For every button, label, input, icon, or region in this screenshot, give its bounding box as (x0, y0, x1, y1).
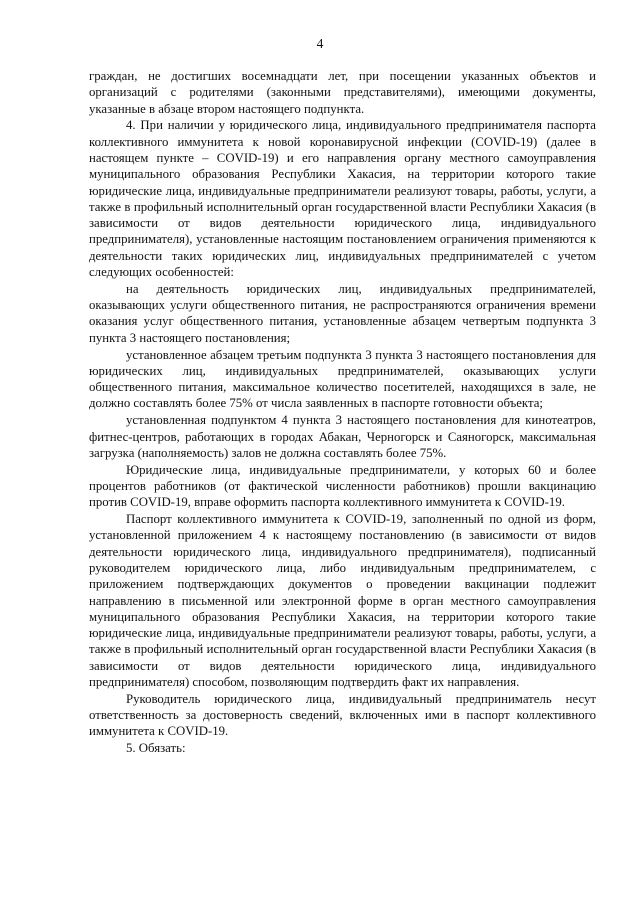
paragraph-item-4: 4. При наличии у юридического лица, индивидуального предпринимателя паспорта коллективного иммунитета к новой коронавирусной инфекции (COVID-19) (далее в настоящем пункте – COVID-19) и его направления органу местного самоуправления муниципального образования Республики Хакасия, на территории которого такие юридические лица, индивидуальные предприниматели реализуют товары, работы, услуги, а также в профильный исполнительный орган государственной власти Республики Хакасия (в зависимости от видов деятельности юридического лица, индивидуального предпринимателя), установленные настоящим постановлением ограничения применяются к деятельности таких юридических лиц, индивидуальных предпринимателей с учетом следующих особенностей: (89, 118, 596, 280)
paragraph-catering-capacity: установленное абзацем третьим подпункта 3 пункта 3 настоящего постановления для юридических лиц, индивидуальных предпринимателей, оказывающих услуги общественного питания, максимальное количество посетителей, находящихся в зале, не должно составлять более 75% от числа заявленных в паспорте готовности объекта; (89, 347, 596, 411)
paragraph-passport-form: Паспорт коллективного иммунитета к COVID-19, заполненный по одной из форм, установленной приложением 4 к настоящему постановлению (в зависимости от видов деятельности юридического лица, индивидуального предпринимателя), подписанный руководителем юридического лица, либо индивидуальным предпринимателем, с приложением подтверждающих документов о проведении вакцинации подлежит направлению в письменной или электронной форме в орган местного самоуправления муниципального образования Республики Хакасия, на территории которого такие юридические лица, индивидуальные предприниматели реализуют товары, работы, услуги, а также в профильный исполнительный орган государственной власти Республики Хакасия (в зависимости от видов деятельности юридического лица, индивидуального предпринимателя) способом, позволяющим подтвердить факт их направления. (89, 512, 596, 689)
paragraph-catering-hours: на деятельность юридических лиц, индивидуальных предпринимателей, оказывающих услуги общественного питания, не распространяются ограничения времени оказания услуг общественного питания, установленные абзацем четвертым подпункта 3 пункта 3 настоящего постановления; (89, 281, 596, 345)
page-number: 4 (316, 36, 324, 51)
paragraph-continuation: граждан, не достигших восемнадцати лет, при посещении указанных объектов и организаций с родителями (законными представителями), имеющими документы, указанные в абзаце втором настоящего подпункта. (89, 69, 596, 116)
document-body (89, 68, 596, 756)
paragraph-vaccination-threshold: Юридические лица, индивидуальные предприниматели, у которых 60 и более процентов работников (от фактической численности работников) прошли вакцинацию против COVID-19, вправе оформить паспорта коллективного иммунитета к COVID-19. (89, 462, 596, 510)
paragraph-responsibility: Руководитель юридического лица, индивидуальный предприниматель несут ответственность за достоверность сведений, включенных ими в паспорт коллективного иммунитета к COVID-19. (89, 691, 596, 739)
paragraph-cinema-fitness: установленная подпунктом 4 пункта 3 настоящего постановления для кинотеатров, фитнес-центров, работающих в городах Абакан, Черногорск и Саяногорск, максимальная загрузка (наполняемость) залов не должна составлять более 75%. (89, 413, 596, 460)
paragraph-item-5: 5. Обязать: (126, 741, 186, 756)
